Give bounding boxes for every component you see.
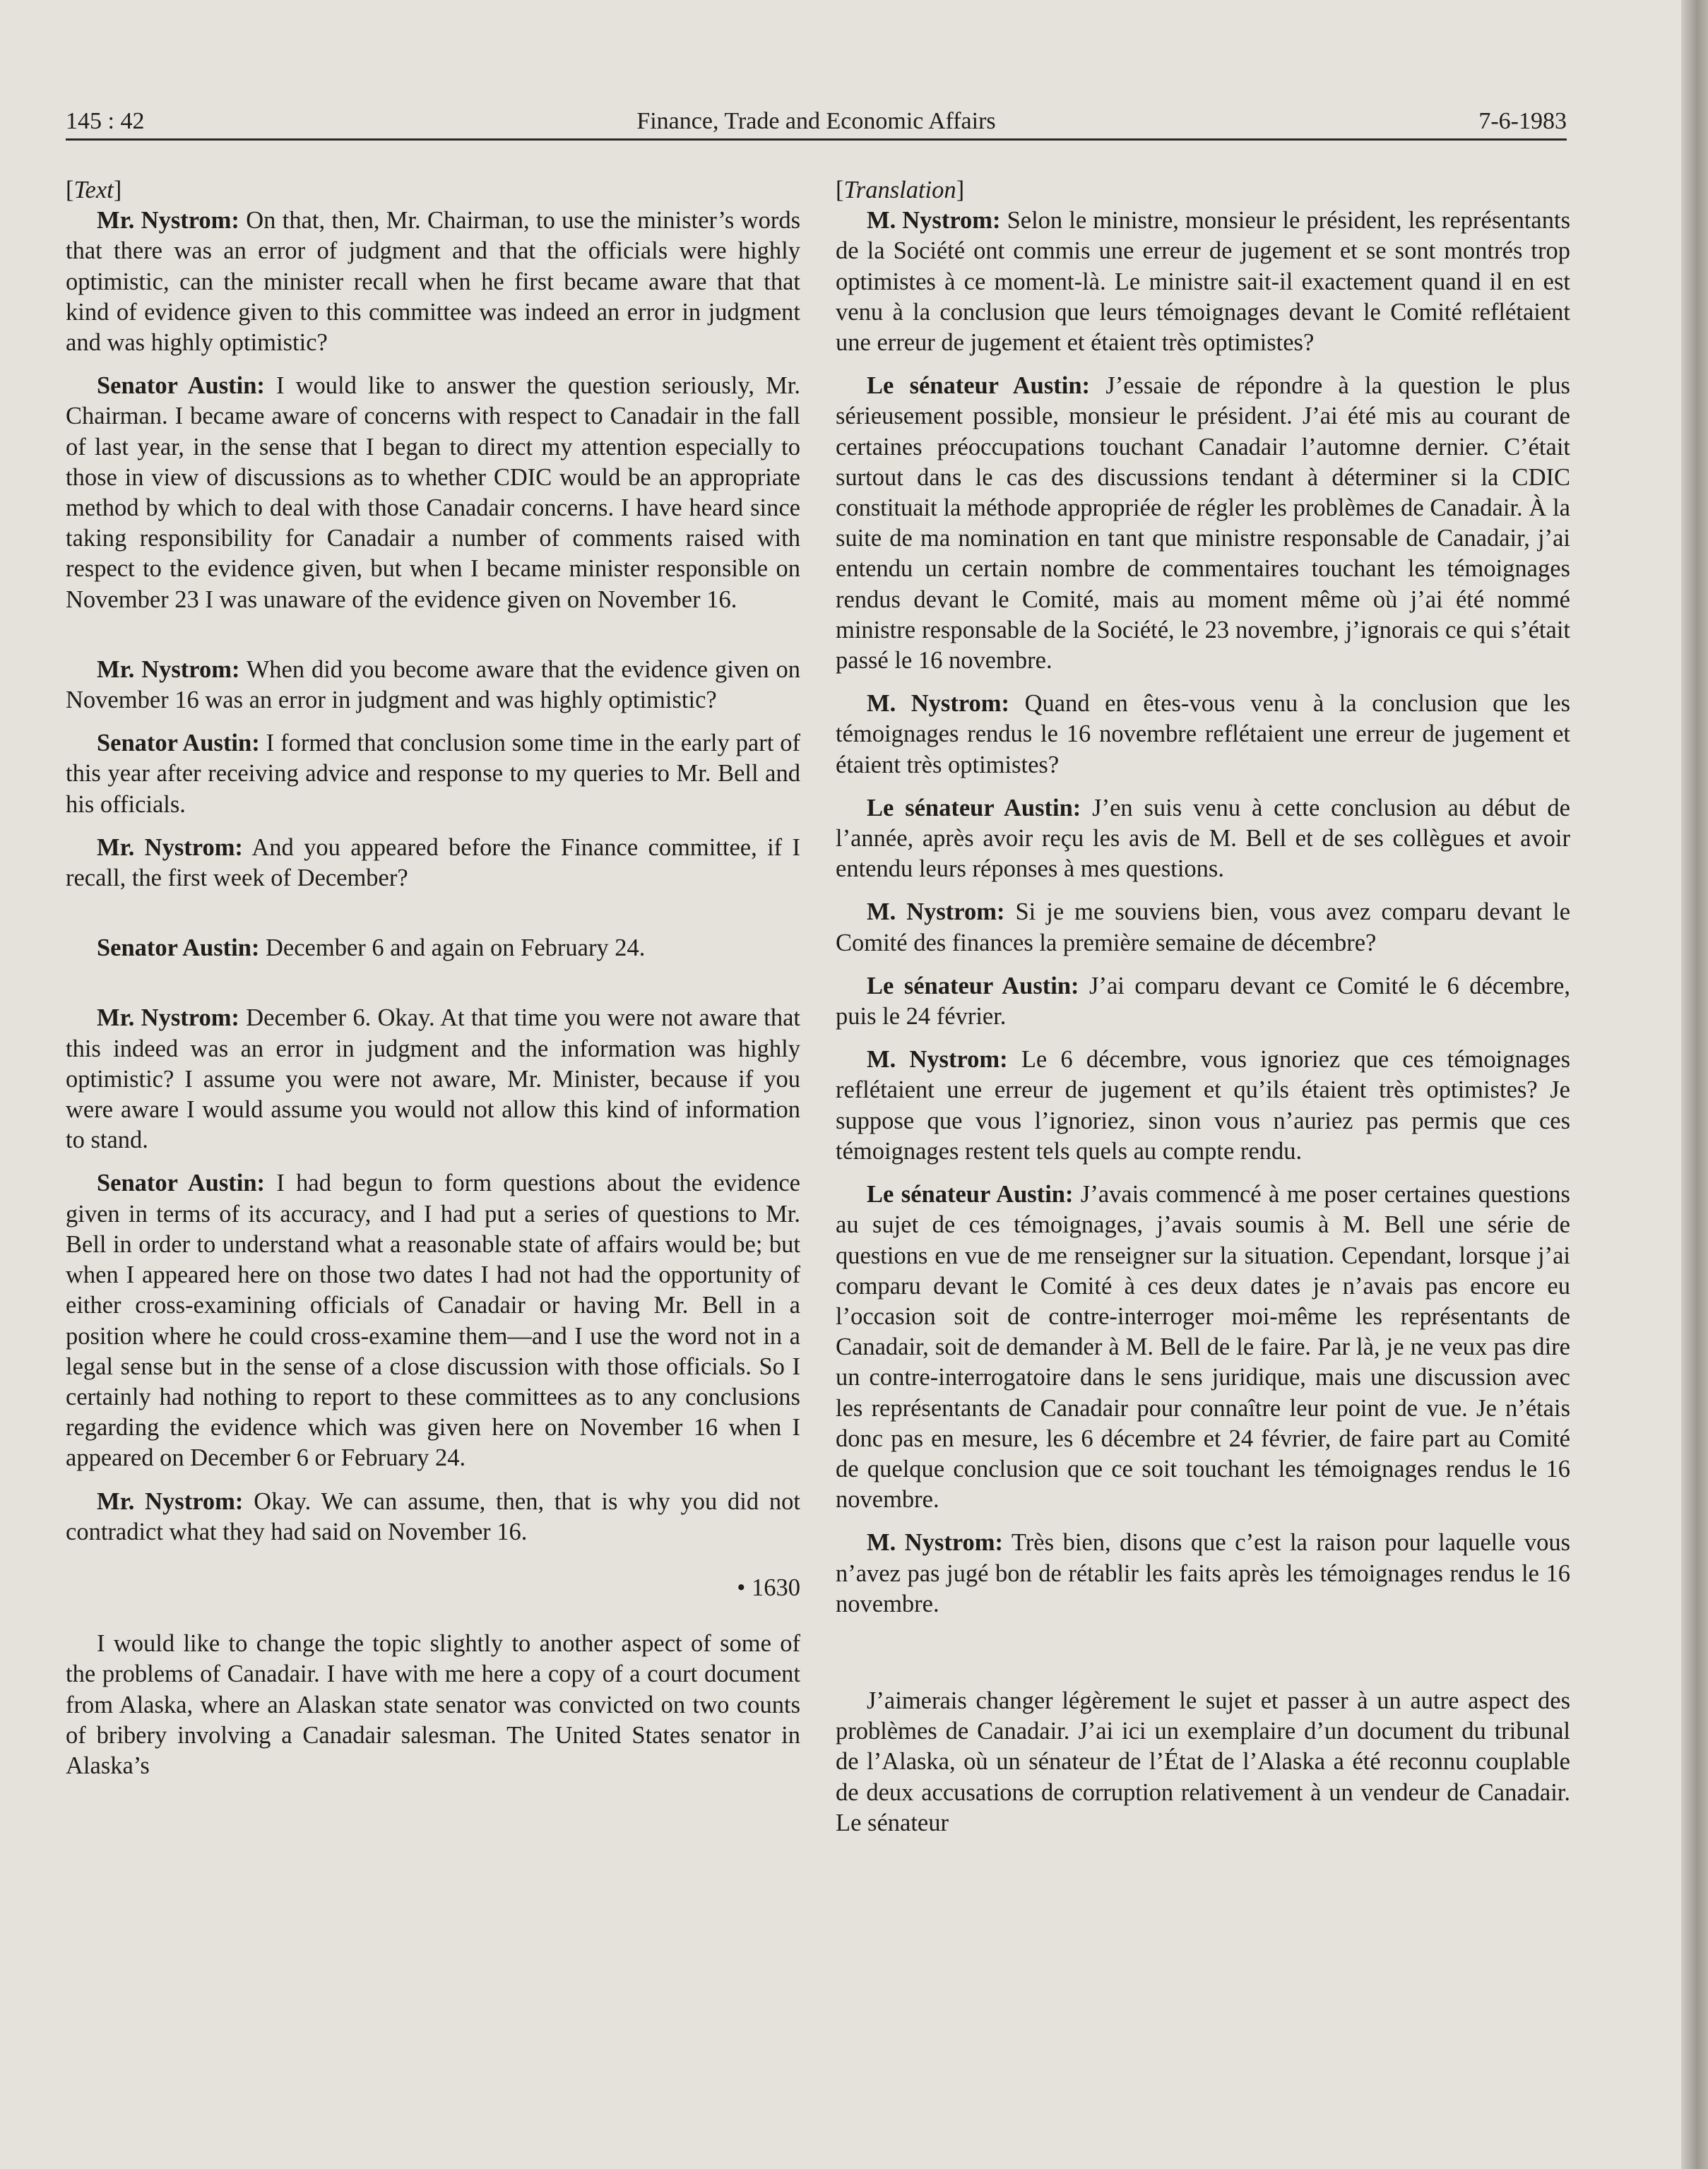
paragraph bbox=[836, 793, 1570, 885]
speech-text: December 6. Okay. At that time you were not aware that this indeed was an error in judgment and the information was highly optimistic? I assume you were not aware, Mr. Minister, because if you were aware I would assume you would not allow this kind of information to stand. bbox=[66, 1004, 800, 1154]
speaker-name: M. Nystrom: bbox=[867, 898, 1005, 926]
paragraph bbox=[836, 1528, 1570, 1620]
speaker-name: Mr. Nystrom: bbox=[97, 207, 239, 234]
paragraph bbox=[836, 689, 1570, 780]
speech-text: When did you become aware that the evidence given on November 16 was an error in judgment and was highly optimistic? bbox=[66, 655, 800, 714]
spacer bbox=[66, 976, 800, 1003]
running-header bbox=[66, 105, 1567, 141]
speaker-name: Senator Austin: bbox=[97, 372, 265, 400]
paragraph bbox=[66, 1168, 800, 1473]
speech-text: Très bien, disons que c’est la raison pour laquelle vous n’avez pas jugé bon de rétablir les faits après les témoignages rendus le 16 novembre. bbox=[836, 1529, 1571, 1617]
speech-text: J’ai comparu devant ce Comité le 6 décembre, puis le 24 février. bbox=[836, 972, 1570, 1030]
paragraph bbox=[836, 206, 1570, 358]
header-date: 7-6-1983 bbox=[1478, 108, 1567, 134]
header-title: Finance, Trade and Economic Affairs bbox=[636, 108, 996, 134]
speaker-name: Senator Austin: bbox=[97, 1170, 266, 1197]
speech-text: On that, then, Mr. Chairman, to use the minister’s words that there was an error of judgment and that the officials were highly optimistic, can the minister recall when he first became aware that that kind of evidence given to this committee was indeed an error in judgment and was highly optimistic? bbox=[66, 207, 800, 357]
speaker-name: Senator Austin: bbox=[97, 934, 260, 962]
paragraph bbox=[66, 371, 800, 615]
speech-text: I had begun to form questions about the evidence given in terms of its accuracy, and I had put a series of questions to Mr. Bell in order to understand what a reasonable state of affairs would be; but when I appeared here on those two dates I had not had the opportunity of either cross-examining officials of Canadair or having Mr. Bell in a position where he could cross-examine them—and I use the word not in a legal sense but in the sense of a close discussion with those officials. So I certainly had nothing to report to these committees as to any conclusions regarding the evidence which was given here on November 16 when I appeared on December 6 or February 24. bbox=[66, 1170, 800, 1472]
speaker-name: Le sénateur Austin: bbox=[867, 372, 1091, 400]
speech-text: And you appeared before the Finance committee, if I recall, the first week of December? bbox=[66, 833, 800, 892]
french-column bbox=[836, 175, 1570, 1851]
paragraph bbox=[66, 655, 800, 715]
paragraph bbox=[66, 1003, 800, 1155]
english-column bbox=[66, 175, 800, 1794]
page-number: 145 : 42 bbox=[66, 108, 145, 134]
speaker-name: Senator Austin: bbox=[97, 730, 260, 757]
speech-text: J’en suis venu à cette conclusion au début de l’année, après avoir reçu les avis de M. Bell et de ses collègues et avoir entendu leurs réponses à mes questions. bbox=[836, 794, 1570, 883]
speaker-name: M. Nystrom: bbox=[867, 207, 1001, 234]
speaker-name: Le sénateur Austin: bbox=[867, 1181, 1074, 1208]
paragraph: I would like to change the topic slightly to another aspect of some of the problems of Canadair. I have with me here a copy of a court document from Alaska, where an Alaskan state senator was convicted on two counts of bribery involving a Canadair salesman. The United States senator in Alaska’s bbox=[66, 1630, 800, 1779]
paragraph bbox=[66, 206, 800, 358]
section-label: [Text] bbox=[66, 177, 122, 203]
speech-text: I formed that conclusion some time in the early part of this year after receiving advice and response to my queries to Mr. Bell and his officials. bbox=[66, 730, 800, 818]
speaker-name: Mr. Nystrom: bbox=[97, 1487, 244, 1515]
speaker-name: M. Nystrom: bbox=[867, 1529, 1003, 1557]
speaker-name: Le sénateur Austin: bbox=[867, 972, 1079, 999]
paragraph bbox=[66, 833, 800, 893]
paragraph bbox=[836, 1179, 1570, 1515]
speaker-name: Mr. Nystrom: bbox=[97, 833, 243, 861]
spacer bbox=[836, 1632, 1570, 1659]
speech-text: Okay. We can assume, then, that is why you did not contradict what they had said on November 16. bbox=[66, 1487, 800, 1545]
speaker-name: M. Nystrom: bbox=[867, 1046, 1008, 1074]
speaker-name: Le sénateur Austin: bbox=[867, 794, 1081, 821]
time-marker: • 1630 bbox=[737, 1574, 800, 1601]
paragraph bbox=[836, 1045, 1570, 1167]
binding-edge bbox=[1681, 0, 1708, 2169]
speech-text: I would like to answer the question seriously, Mr. Chairman. I became aware of concerns with respect to Canadair in the fall of last year, in the sense that I began to direct my attention especially to those in view of discussions as to whether CDIC would be an appropriate method by which to deal with those Canadair concerns. I have heard since taking responsibility for Canadair a number of comments raised with respect to the evidence given, but when I became minister responsible on November 23 I was unaware of the evidence given on November 16. bbox=[66, 372, 800, 613]
speech-text: J’essaie de répondre à la question le plus sérieusement possible, monsieur le président. J’ai été mis au courant de certaines préoccupations touchant Canadair l’automne dernier. C’était surtout dans le cas des discussions tendant à déterminer si la CDIC constituait la méthode appropriée de régler les problèmes de Canadair. À la suite de ma nomination en tant que ministre responsable de Canadair, j’ai entendu un certain nombre de commentaires touchant les témoignages rendus devant le Comité, mais au moment même où j’ai été nommé ministre responsable de la Société, le 23 novembre, j’ignorais ce qui s’était passé le 16 novembre. bbox=[836, 372, 1570, 675]
speech-text: Quand en êtes-vous venu à la conclusion que les témoignages rendus le 16 novembre reflétaient une erreur de jugement et étaient très optimistes? bbox=[836, 690, 1571, 778]
spacer bbox=[836, 1659, 1570, 1686]
section-label: [Translation] bbox=[836, 177, 965, 203]
speech-text: Selon le ministre, monsieur le président, les représentants de la Société ont commis une erreur de jugement et se sont montrés trop optimistes à ce moment-là. Le ministre sait-il exactement quand il en est venu à la conclusion que leurs témoignages devant le Comité reflétaient une erreur de jugement et étaient très optimistes? bbox=[836, 207, 1570, 357]
speaker-name: M. Nystrom: bbox=[867, 690, 1010, 718]
speech-text: Le 6 décembre, vous ignoriez que ces témoignages reflétaient une erreur de jugement et qu’ils étaient très optimistes? Je suppose que vous l’ignoriez, sinon vous n’auriez pas permis que ces témoignages restent tels quels au compte rendu. bbox=[836, 1046, 1570, 1165]
speech-text: Si je me souviens bien, vous avez comparu devant le Comité des finances la première semaine de décembre? bbox=[836, 898, 1571, 956]
speech-text: December 6 and again on February 24. bbox=[259, 934, 646, 962]
speaker-name: Mr. Nystrom: bbox=[97, 655, 240, 683]
paragraph bbox=[66, 1487, 800, 1547]
speech-text: J’avais commencé à me poser certaines questions au sujet de ces témoignages, j’avais soumis à M. Bell une série de questions en vue de me renseigner sur la situation. Cependant, lorsque j’ai comparu devant le Comité à ces deux dates je n’avais pas encore eu l’occasion soit de contre-interroger moi-même les représentants de Canadair, soit de demander à M. Bell de le faire. Par là, je ne veux pas dire un contre-interrogatoire dans le sens juridique, mais une discussion avec les représentants de Canadair pour connaître leur point de vue. Je n’étais donc pas en mesure, les 6 décembre et 24 février, de faire part au Comité de quelque conclusion que ce soit touchant les témoignages rendus le 16 novembre. bbox=[836, 1181, 1570, 1514]
paragraph bbox=[66, 933, 800, 963]
spacer bbox=[66, 628, 800, 655]
spacer bbox=[66, 906, 800, 933]
paragraph bbox=[836, 971, 1570, 1032]
paragraph bbox=[836, 897, 1570, 958]
paragraph bbox=[66, 728, 800, 820]
paragraph bbox=[836, 371, 1570, 676]
paragraph: J’aimerais changer légèrement le sujet et passer à un autre aspect des problèmes de Canadair. J’ai ici un exemplaire d’un document du tribunal de l’Alaska, où un sénateur de l’État de l’Alaska a été reconnu couplable de deux accusations de corruption relativement à un vendeur de Canadair. Le sénateur bbox=[836, 1687, 1570, 1836]
speaker-name: Mr. Nystrom: bbox=[97, 1004, 239, 1032]
